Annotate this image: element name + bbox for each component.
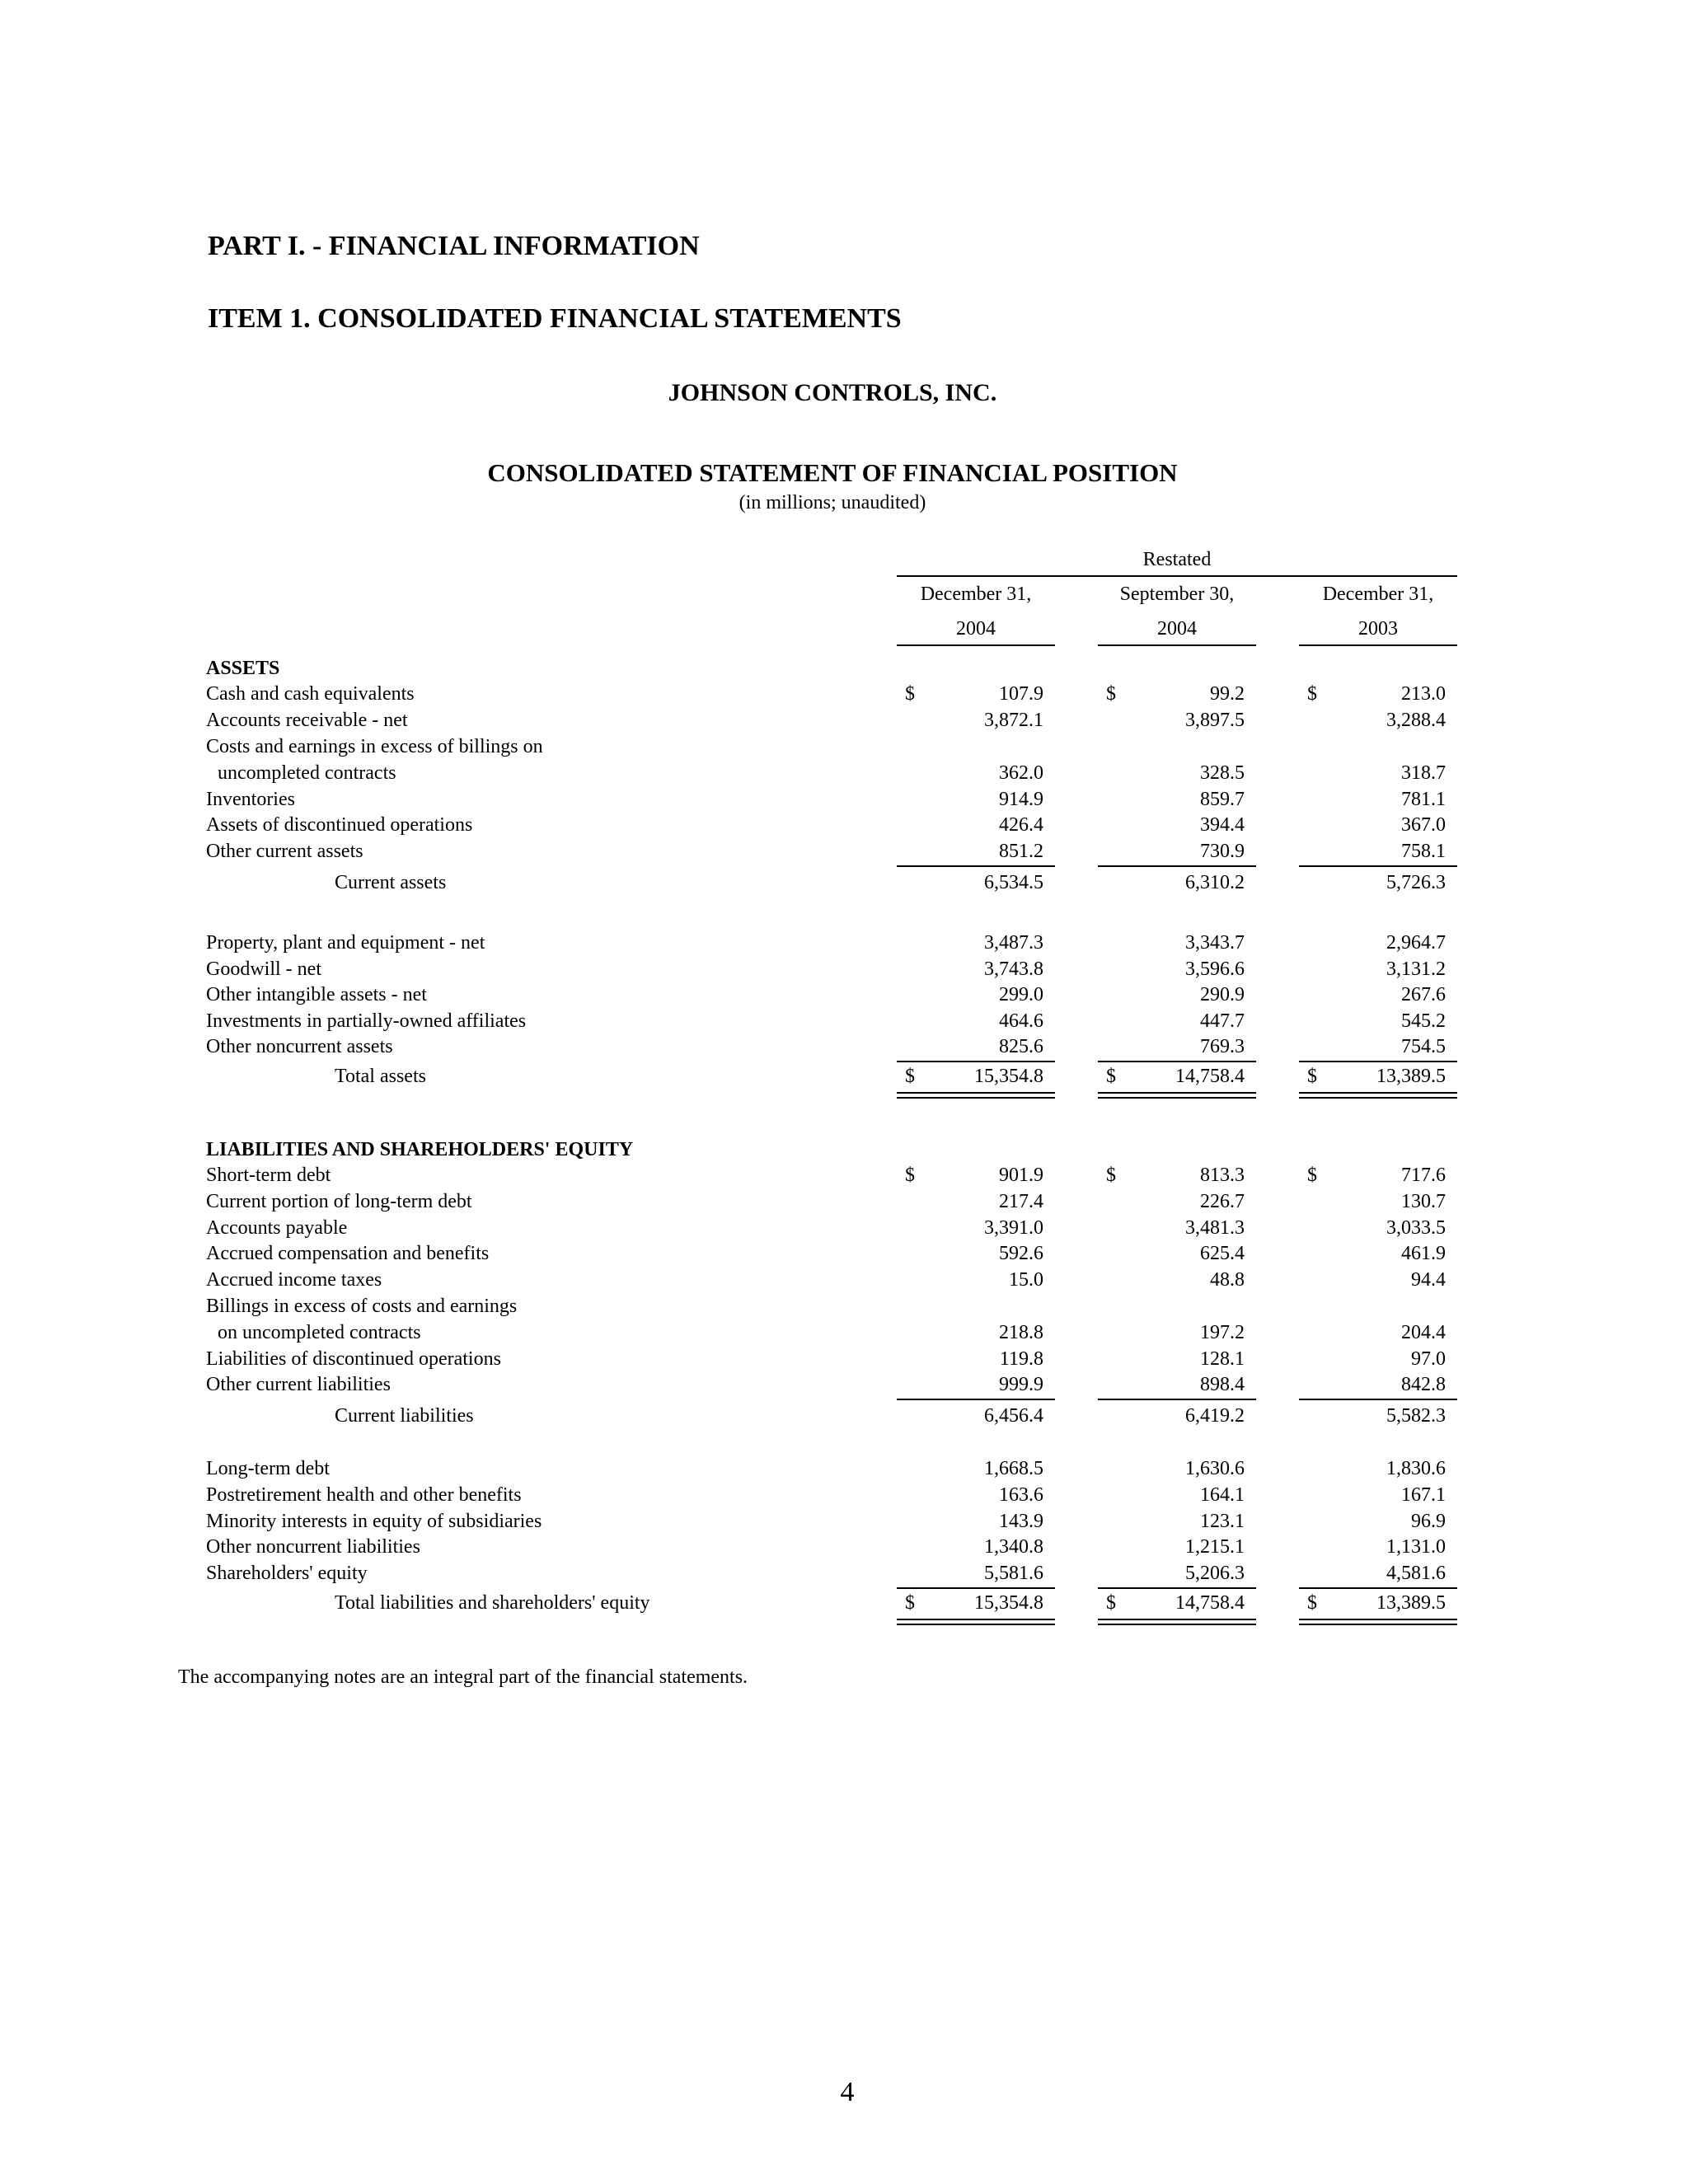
- value-cell: 1,215.1: [1185, 1536, 1245, 1558]
- value-cell: 15,354.8: [974, 1066, 1043, 1087]
- value-cell: 1,340.8: [984, 1536, 1043, 1558]
- value-cell: 825.6: [999, 1036, 1043, 1057]
- dollar-sign: $: [1307, 1165, 1317, 1186]
- assets-heading-row: [206, 656, 1467, 681]
- value-cell: 901.9: [999, 1165, 1043, 1186]
- value-cell: 14,758.4: [1175, 1592, 1245, 1614]
- row-label: Other current liabilities: [206, 1374, 391, 1395]
- row-label: Costs and earnings in excess of billings on: [206, 736, 543, 757]
- table-row: [206, 1509, 1467, 1534]
- table-row: [206, 839, 1467, 864]
- row-label: Total liabilities and shareholders' equity: [335, 1592, 650, 1614]
- dollar-sign: $: [1307, 1066, 1317, 1087]
- row-label: Goodwill - net: [206, 958, 321, 980]
- value-cell: 3,743.8: [984, 958, 1043, 980]
- value-cell: 898.4: [1200, 1374, 1245, 1395]
- total-rule: [897, 1061, 1055, 1062]
- value-cell: 218.8: [999, 1322, 1043, 1343]
- subtotal-rule: [897, 865, 1055, 867]
- table-row-total: [206, 1064, 1467, 1089]
- table-row: [206, 982, 1467, 1007]
- double-underline: [1299, 1092, 1457, 1099]
- value-cell: 3,391.0: [984, 1217, 1043, 1239]
- row-label: Cash and cash equivalents: [206, 683, 415, 705]
- table-row: [206, 1535, 1467, 1559]
- total-rule: [1299, 1061, 1457, 1062]
- table-row: [206, 1268, 1467, 1292]
- col2-header-underline: [1098, 644, 1256, 646]
- table-row: [206, 708, 1467, 733]
- col2-header-date: September 30,: [1119, 583, 1235, 605]
- value-cell: 3,288.4: [1386, 710, 1446, 731]
- dollar-sign: $: [905, 1066, 915, 1087]
- value-cell: 167.1: [1401, 1484, 1446, 1506]
- value-cell: 164.1: [1200, 1484, 1245, 1506]
- subtotal-rule: [1299, 865, 1457, 867]
- row-label: Liabilities of discontinued operations: [206, 1348, 501, 1370]
- row-label: Accrued income taxes: [206, 1269, 382, 1291]
- table-row: [206, 813, 1467, 837]
- value-cell: 15.0: [1009, 1269, 1043, 1291]
- table-row: [206, 1320, 1467, 1345]
- subtotal-rule: [897, 1399, 1055, 1400]
- value-cell: 813.3: [1200, 1165, 1245, 1186]
- value-cell: 3,481.3: [1185, 1217, 1245, 1239]
- table-row: [206, 1456, 1467, 1481]
- double-underline: [897, 1619, 1055, 1625]
- row-label: Current liabilities: [335, 1405, 474, 1427]
- value-cell: 48.8: [1210, 1269, 1245, 1291]
- table-row: [206, 1034, 1467, 1059]
- value-cell: 123.1: [1200, 1511, 1245, 1532]
- value-cell: 318.7: [1401, 762, 1446, 784]
- page-number: 4: [840, 2077, 855, 2107]
- subtotal-rule: [1098, 865, 1256, 867]
- table-row: [206, 1009, 1467, 1033]
- value-cell: 6,534.5: [984, 872, 1043, 893]
- value-cell: 914.9: [999, 789, 1043, 810]
- col1-header-date: December 31,: [920, 583, 1032, 605]
- row-label: Inventories: [206, 789, 295, 810]
- value-cell: 5,726.3: [1386, 872, 1446, 893]
- table-row: [206, 1561, 1467, 1586]
- value-cell: 6,456.4: [984, 1405, 1043, 1427]
- total-rule: [1098, 1061, 1256, 1062]
- table-row: [206, 957, 1467, 982]
- value-cell: 769.3: [1200, 1036, 1245, 1057]
- row-label: Short-term debt: [206, 1165, 331, 1186]
- restated-label: Restated: [1142, 549, 1212, 570]
- row-label: Other intangible assets - net: [206, 984, 427, 1005]
- value-cell: 15,354.8: [974, 1592, 1043, 1614]
- value-cell: 362.0: [999, 762, 1043, 784]
- table-row: [206, 1372, 1467, 1397]
- value-cell: 267.6: [1401, 984, 1446, 1005]
- col3-header-underline: [1299, 644, 1457, 646]
- table-row: [206, 761, 1467, 785]
- row-label: Shareholders' equity: [206, 1563, 368, 1584]
- value-cell: 592.6: [999, 1243, 1043, 1264]
- value-cell: 3,487.3: [984, 932, 1043, 954]
- dollar-sign: $: [1106, 1165, 1116, 1186]
- value-cell: 290.9: [1200, 984, 1245, 1005]
- value-cell: 130.7: [1401, 1191, 1446, 1212]
- value-cell: 394.4: [1200, 814, 1245, 836]
- value-cell: 859.7: [1200, 789, 1245, 810]
- financial-statement-table: [206, 0, 1467, 2184]
- double-underline: [1098, 1619, 1256, 1625]
- value-cell: 128.1: [1200, 1348, 1245, 1370]
- table-row-label-line: [206, 734, 1467, 759]
- footnote: The accompanying notes are an integral part of the financial statements.: [178, 1666, 748, 1688]
- value-cell: 3,872.1: [984, 710, 1043, 731]
- total-rule: [897, 1587, 1055, 1589]
- value-cell: 999.9: [999, 1374, 1043, 1395]
- value-cell: 730.9: [1200, 841, 1245, 862]
- row-label: Other noncurrent liabilities: [206, 1536, 420, 1558]
- item-heading: ITEM 1. CONSOLIDATED FINANCIAL STATEMENTS: [208, 303, 902, 334]
- dollar-sign: $: [1106, 1592, 1116, 1614]
- col3-header-year: 2003: [1358, 618, 1398, 640]
- row-label: Minority interests in equity of subsidiaries: [206, 1511, 542, 1532]
- value-cell: 197.2: [1200, 1322, 1245, 1343]
- value-cell: 3,897.5: [1185, 710, 1245, 731]
- dollar-sign: $: [1106, 1066, 1116, 1087]
- value-cell: 14,758.4: [1175, 1066, 1245, 1087]
- value-cell: 625.4: [1200, 1243, 1245, 1264]
- value-cell: 851.2: [999, 841, 1043, 862]
- value-cell: 717.6: [1401, 1165, 1446, 1186]
- value-cell: 842.8: [1401, 1374, 1446, 1395]
- row-label: Accrued compensation and benefits: [206, 1243, 490, 1264]
- table-row: [206, 1216, 1467, 1240]
- col1-header-year: 2004: [956, 618, 996, 640]
- value-cell: 758.1: [1401, 841, 1446, 862]
- row-label: Total assets: [335, 1066, 426, 1087]
- table-row-subtotal: [206, 1404, 1467, 1428]
- value-cell: 163.6: [999, 1484, 1043, 1506]
- value-cell: 3,131.2: [1386, 958, 1446, 980]
- row-label: Postretirement health and other benefits: [206, 1484, 522, 1506]
- dollar-sign: $: [1307, 683, 1317, 705]
- value-cell: 119.8: [999, 1348, 1043, 1370]
- table-row: [206, 930, 1467, 955]
- liabilities-heading: LIABILITIES AND SHAREHOLDERS' EQUITY: [206, 1139, 634, 1160]
- table-row-label-line: [206, 1294, 1467, 1319]
- value-cell: 94.4: [1411, 1269, 1446, 1291]
- table-row: [206, 787, 1467, 812]
- row-label: Accounts receivable - net: [206, 710, 408, 731]
- value-cell: 13,389.5: [1376, 1592, 1446, 1614]
- value-cell: 96.9: [1411, 1511, 1446, 1532]
- part-heading: PART I. - FINANCIAL INFORMATION: [208, 231, 700, 261]
- liabilities-heading-row: [206, 1137, 1467, 1162]
- value-cell: 367.0: [1401, 814, 1446, 836]
- row-label: Current assets: [335, 872, 447, 893]
- value-cell: 464.6: [999, 1010, 1043, 1032]
- dollar-sign: $: [905, 1592, 915, 1614]
- row-label: Current portion of long-term debt: [206, 1191, 472, 1212]
- value-cell: 3,343.7: [1185, 932, 1245, 954]
- total-rule: [1098, 1587, 1256, 1589]
- value-cell: 213.0: [1401, 683, 1446, 705]
- table-row: [206, 1163, 1467, 1188]
- statement-subtitle: (in millions; unaudited): [738, 492, 926, 513]
- row-label: Investments in partially-owned affiliates: [206, 1010, 527, 1032]
- column-header-row-2: [206, 616, 1467, 641]
- value-cell: 6,310.2: [1185, 872, 1245, 893]
- value-cell: 3,033.5: [1386, 1217, 1446, 1239]
- table-row: [206, 1241, 1467, 1266]
- value-cell: 545.2: [1401, 1010, 1446, 1032]
- statement-title: CONSOLIDATED STATEMENT OF FINANCIAL POSITION: [487, 458, 1178, 487]
- table-row: [206, 1483, 1467, 1507]
- value-cell: 13,389.5: [1376, 1066, 1446, 1087]
- value-cell: 426.4: [999, 814, 1043, 836]
- subtotal-rule: [1098, 1399, 1256, 1400]
- row-label: Accounts payable: [206, 1217, 348, 1239]
- value-cell: 1,131.0: [1386, 1536, 1446, 1558]
- row-label: Property, plant and equipment - net: [206, 932, 485, 954]
- value-cell: 1,668.5: [984, 1458, 1043, 1479]
- dollar-sign: $: [1307, 1592, 1317, 1614]
- value-cell: 97.0: [1411, 1348, 1446, 1370]
- row-label: Long-term debt: [206, 1458, 330, 1479]
- value-cell: 217.4: [999, 1191, 1043, 1212]
- value-cell: 754.5: [1401, 1036, 1446, 1057]
- value-cell: 1,630.6: [1185, 1458, 1245, 1479]
- row-label-continued: uncompleted contracts: [218, 762, 396, 784]
- dollar-sign: $: [905, 683, 915, 705]
- header-rule: [897, 575, 1457, 577]
- double-underline: [897, 1092, 1055, 1099]
- value-cell: 461.9: [1401, 1243, 1446, 1264]
- value-cell: 143.9: [999, 1511, 1043, 1532]
- col2-header-year: 2004: [1157, 618, 1197, 640]
- value-cell: 5,581.6: [984, 1563, 1043, 1584]
- total-rule: [1299, 1587, 1457, 1589]
- value-cell: 226.7: [1200, 1191, 1245, 1212]
- table-row: [206, 682, 1467, 706]
- double-underline: [1098, 1092, 1256, 1099]
- row-label: Other current assets: [206, 841, 363, 862]
- value-cell: 447.7: [1200, 1010, 1245, 1032]
- company-name: JOHNSON CONTROLS, INC.: [668, 379, 997, 406]
- row-label-continued: on uncompleted contracts: [218, 1322, 421, 1343]
- restated-header-row: [206, 547, 1467, 572]
- table-row: [206, 1347, 1467, 1371]
- column-header-row-1: [206, 582, 1467, 607]
- value-cell: 299.0: [999, 984, 1043, 1005]
- row-label: Assets of discontinued operations: [206, 814, 473, 836]
- table-row-subtotal: [206, 870, 1467, 895]
- dollar-sign: $: [1106, 683, 1116, 705]
- value-cell: 3,596.6: [1185, 958, 1245, 980]
- value-cell: 5,206.3: [1185, 1563, 1245, 1584]
- value-cell: 107.9: [999, 683, 1043, 705]
- value-cell: 99.2: [1210, 683, 1245, 705]
- value-cell: 328.5: [1200, 762, 1245, 784]
- value-cell: 781.1: [1401, 789, 1446, 810]
- col1-header-underline: [897, 644, 1055, 646]
- row-label: Other noncurrent assets: [206, 1036, 393, 1057]
- value-cell: 1,830.6: [1386, 1458, 1446, 1479]
- value-cell: 204.4: [1401, 1322, 1446, 1343]
- subtotal-rule: [1299, 1399, 1457, 1400]
- value-cell: 2,964.7: [1386, 932, 1446, 954]
- assets-heading: ASSETS: [206, 658, 280, 679]
- row-label: Billings in excess of costs and earnings: [206, 1296, 518, 1317]
- value-cell: 4,581.6: [1386, 1563, 1446, 1584]
- double-underline: [1299, 1619, 1457, 1625]
- col3-header-date: December 31,: [1322, 583, 1434, 605]
- table-row-total: [206, 1591, 1467, 1615]
- value-cell: 5,582.3: [1386, 1405, 1446, 1427]
- dollar-sign: $: [905, 1165, 915, 1186]
- value-cell: 6,419.2: [1185, 1405, 1245, 1427]
- table-row: [206, 1189, 1467, 1214]
